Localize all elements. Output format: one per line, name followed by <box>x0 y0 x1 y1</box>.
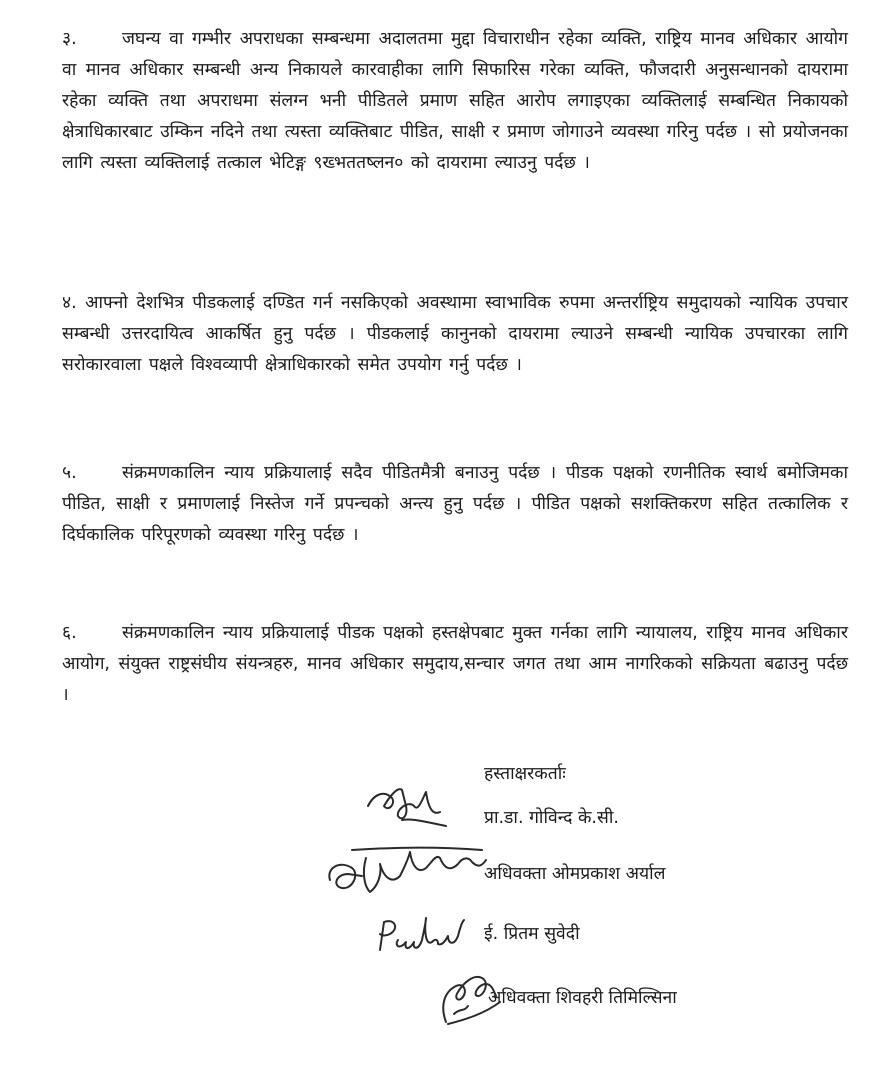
paragraph-text: संक्रमणकालिन न्याय प्रक्रियालाई सदैव पीडितमैत्री बनाउनु पर्दछ । पीडक पक्षको रणनीतिक स्वार्थ बमोजिमका पीडित, साक्षी र प्रमाणलाई निस्तेज गर्ने प्रपन्चको अन्त्य हुनु पर्दछ । पीडित पक्षको सशक्तिकरण सहित तत्कालिक र दिर्घकालिक परिपूरणको व्यवस्था गरिनु पर्दछ । <box>62 463 848 545</box>
paragraph-text: संक्रमणकालिन न्याय प्रक्रियालाई पीडक पक्षको हस्तक्षेपबाट मुक्त गर्नका लागि न्यायालय, राष्ट्रिय मानव अधिकार आयोग, संयुक्त राष्ट्रसंघीय संयन्त्रहरु, मानव अधिकार समुदाय,सन्चार जगत तथा आम नागरिकको सक्रियता बढाउनु पर्दछ । <box>62 623 848 705</box>
handwritten-signature-4 <box>434 962 504 1032</box>
handwritten-signature-2 <box>322 838 492 908</box>
paragraph-number: ३. <box>62 29 77 49</box>
signatory-name: ई. प्रितम सुवेदी <box>484 924 580 944</box>
paragraph-number: ६. <box>62 623 77 643</box>
handwritten-signature-1 <box>362 776 452 836</box>
paragraph-number: ५. <box>62 463 77 483</box>
handwritten-signature-3 <box>372 910 472 960</box>
paragraph-number: ४. <box>62 293 77 313</box>
signatory-name: अधिवक्ता शिवहरी तिमिल्सिना <box>488 988 677 1008</box>
signatories-heading: हस्ताक्षरकर्ताः <box>484 764 566 784</box>
paragraph-text: जघन्य वा गम्भीर अपराधका सम्बन्धमा अदालतमा मुद्दा विचाराधीन रहेका व्यक्ति, राष्ट्रिय मानव अधिकार आयोग वा मानव अधिकार सम्बन्धी अन्य निकायले कारवाहीका लागि सिफारिस गरेका व्यक्ति, फौजदारी अनुसन्धानको दायरामा रहेका व्यक्ति तथा अपराधमा संलग्न भनी पीडितले प्रमाण सहित आरोप लगाइएका व्यक्तिलाई सम्बन्धित निकायको क्षेत्राधिकारबाट उम्किन नदिने तथा त्यस्ता व्यक्तिबाट पीडित, साक्षी र प्रमाण जोगाउने व्यवस्था गरिनु पर्दछ । सो प्रयोजनका लागि त्यस्ता व्यक्तिलाई तत्काल भेटिङ्ग ९ख्भततष्लन० को दायरामा ल्याउनु पर्दछ । <box>62 29 848 173</box>
signatory-name: प्रा.डा. गोविन्द के.सी. <box>484 808 619 828</box>
signatory-name: अधिवक्ता ओमप्रकाश अर्याल <box>484 864 666 884</box>
paragraph-text: आफ्नो देशभित्र पीडकलाई दण्डित गर्न नसकिएको अवस्थामा स्वाभाविक रुपमा अन्तर्राष्ट्रिय समुदायको न्यायिक उपचार सम्बन्धी उत्तरदायित्व आकर्षित हुनु पर्दछ । पीडकलाई कानुनको दायरामा ल्याउने सम्बन्धी न्यायिक उपचारका लागि सरोकारवाला पक्षले विश्वव्यापी क्षेत्राधिकारको समेत उपयोग गर्नु पर्दछ । <box>62 293 848 375</box>
